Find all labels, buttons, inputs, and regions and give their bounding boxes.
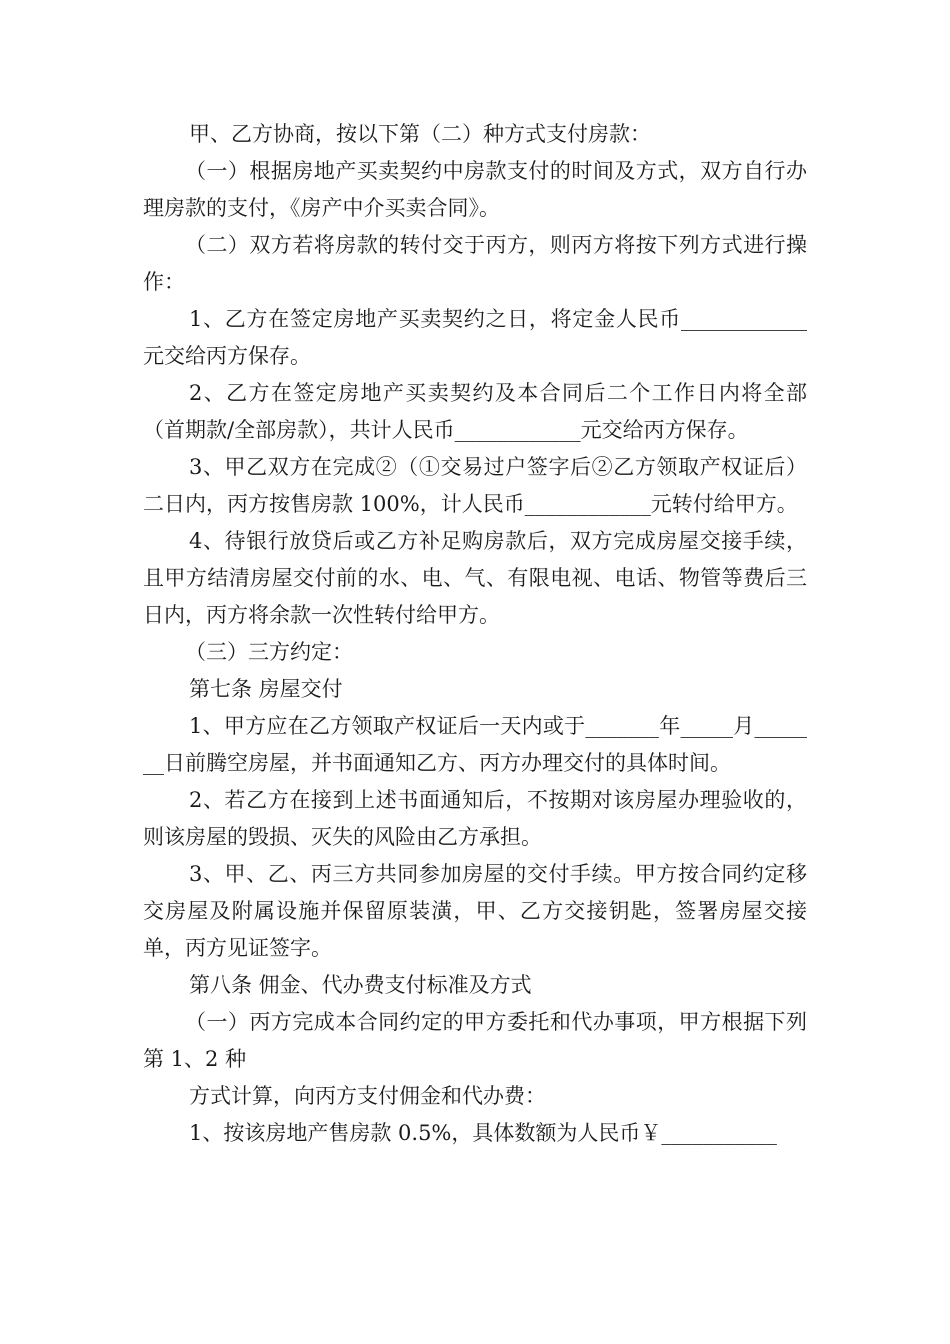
paragraph-art8-item-1: 1、按该房地产售房款 0.5%，具体数额为人民币￥___________ — [189, 1121, 777, 1145]
paragraph-item-1-deposit: 1、乙方在签定房地产买卖契约之日，将定金人民币____________元交给丙方保存。 — [143, 307, 807, 368]
paragraph-art8-calc-method: 方式计算，向丙方支付佣金和代办费： — [189, 1084, 546, 1108]
paragraph-payment-method: 甲、乙方协商，按以下第（二）种方式支付房款： — [189, 122, 651, 146]
paragraph-item-3-transfer: 3、甲乙双方在完成②（①交易过户签字后②乙方领取产权证后）二日内，丙方按售房款 100%，计人民币____________元转付给甲方。 — [143, 455, 807, 516]
paragraph-item-2-down-payment: 2、乙方在签定房地产买卖契约及本合同后二个工作日内将全部（首期款/全部房款），共计人民币____________元交给丙方保存。 — [143, 381, 807, 442]
paragraph-art7-item-3: 3、甲、乙、丙三方共同参加房屋的交付手续。甲方按合同约定移交房屋及附属设施并保留原装潢，甲、乙方交接钥匙，签署房屋交接单，丙方见证签字。 — [143, 862, 807, 960]
paragraph-item-4-balance: 4、待银行放贷后或乙方补足购房款后，双方完成房屋交接手续，且甲方结清房屋交付前的水、电、气、有限电视、电话、物管等费后三日内，丙方将余款一次性转付给甲方。 — [143, 529, 807, 627]
paragraph-option-two: （二）双方若将房款的转付交于丙方，则丙方将按下列方式进行操作： — [143, 233, 807, 294]
article-7-heading: 第七条 房屋交付 — [189, 677, 343, 701]
article-8-heading: 第八条 佣金、代办费支付标准及方式 — [189, 973, 532, 997]
document-body — [143, 116, 807, 1152]
paragraph-art8-option-one: （一）丙方完成本合同约定的甲方委托和代办事项，甲方根据下列第 1、2 种 — [143, 1010, 807, 1071]
paragraph-art7-item-1: 1、甲方应在乙方领取产权证后一天内或于_______年_____月_______日前腾空房屋，并书面通知乙方、丙方办理交付的具体时间。 — [143, 714, 807, 775]
paragraph-option-one: （一）根据房地产买卖契约中房款支付的时间及方式，双方自行办理房款的支付，《房产中介买卖合同》。 — [143, 159, 807, 220]
paragraph-art7-item-2: 2、若乙方在接到上述书面通知后，不按期对该房屋办理验收的，则该房屋的毁损、灭失的风险由乙方承担。 — [143, 788, 807, 849]
paragraph-option-three: （三）三方约定： — [185, 640, 353, 664]
